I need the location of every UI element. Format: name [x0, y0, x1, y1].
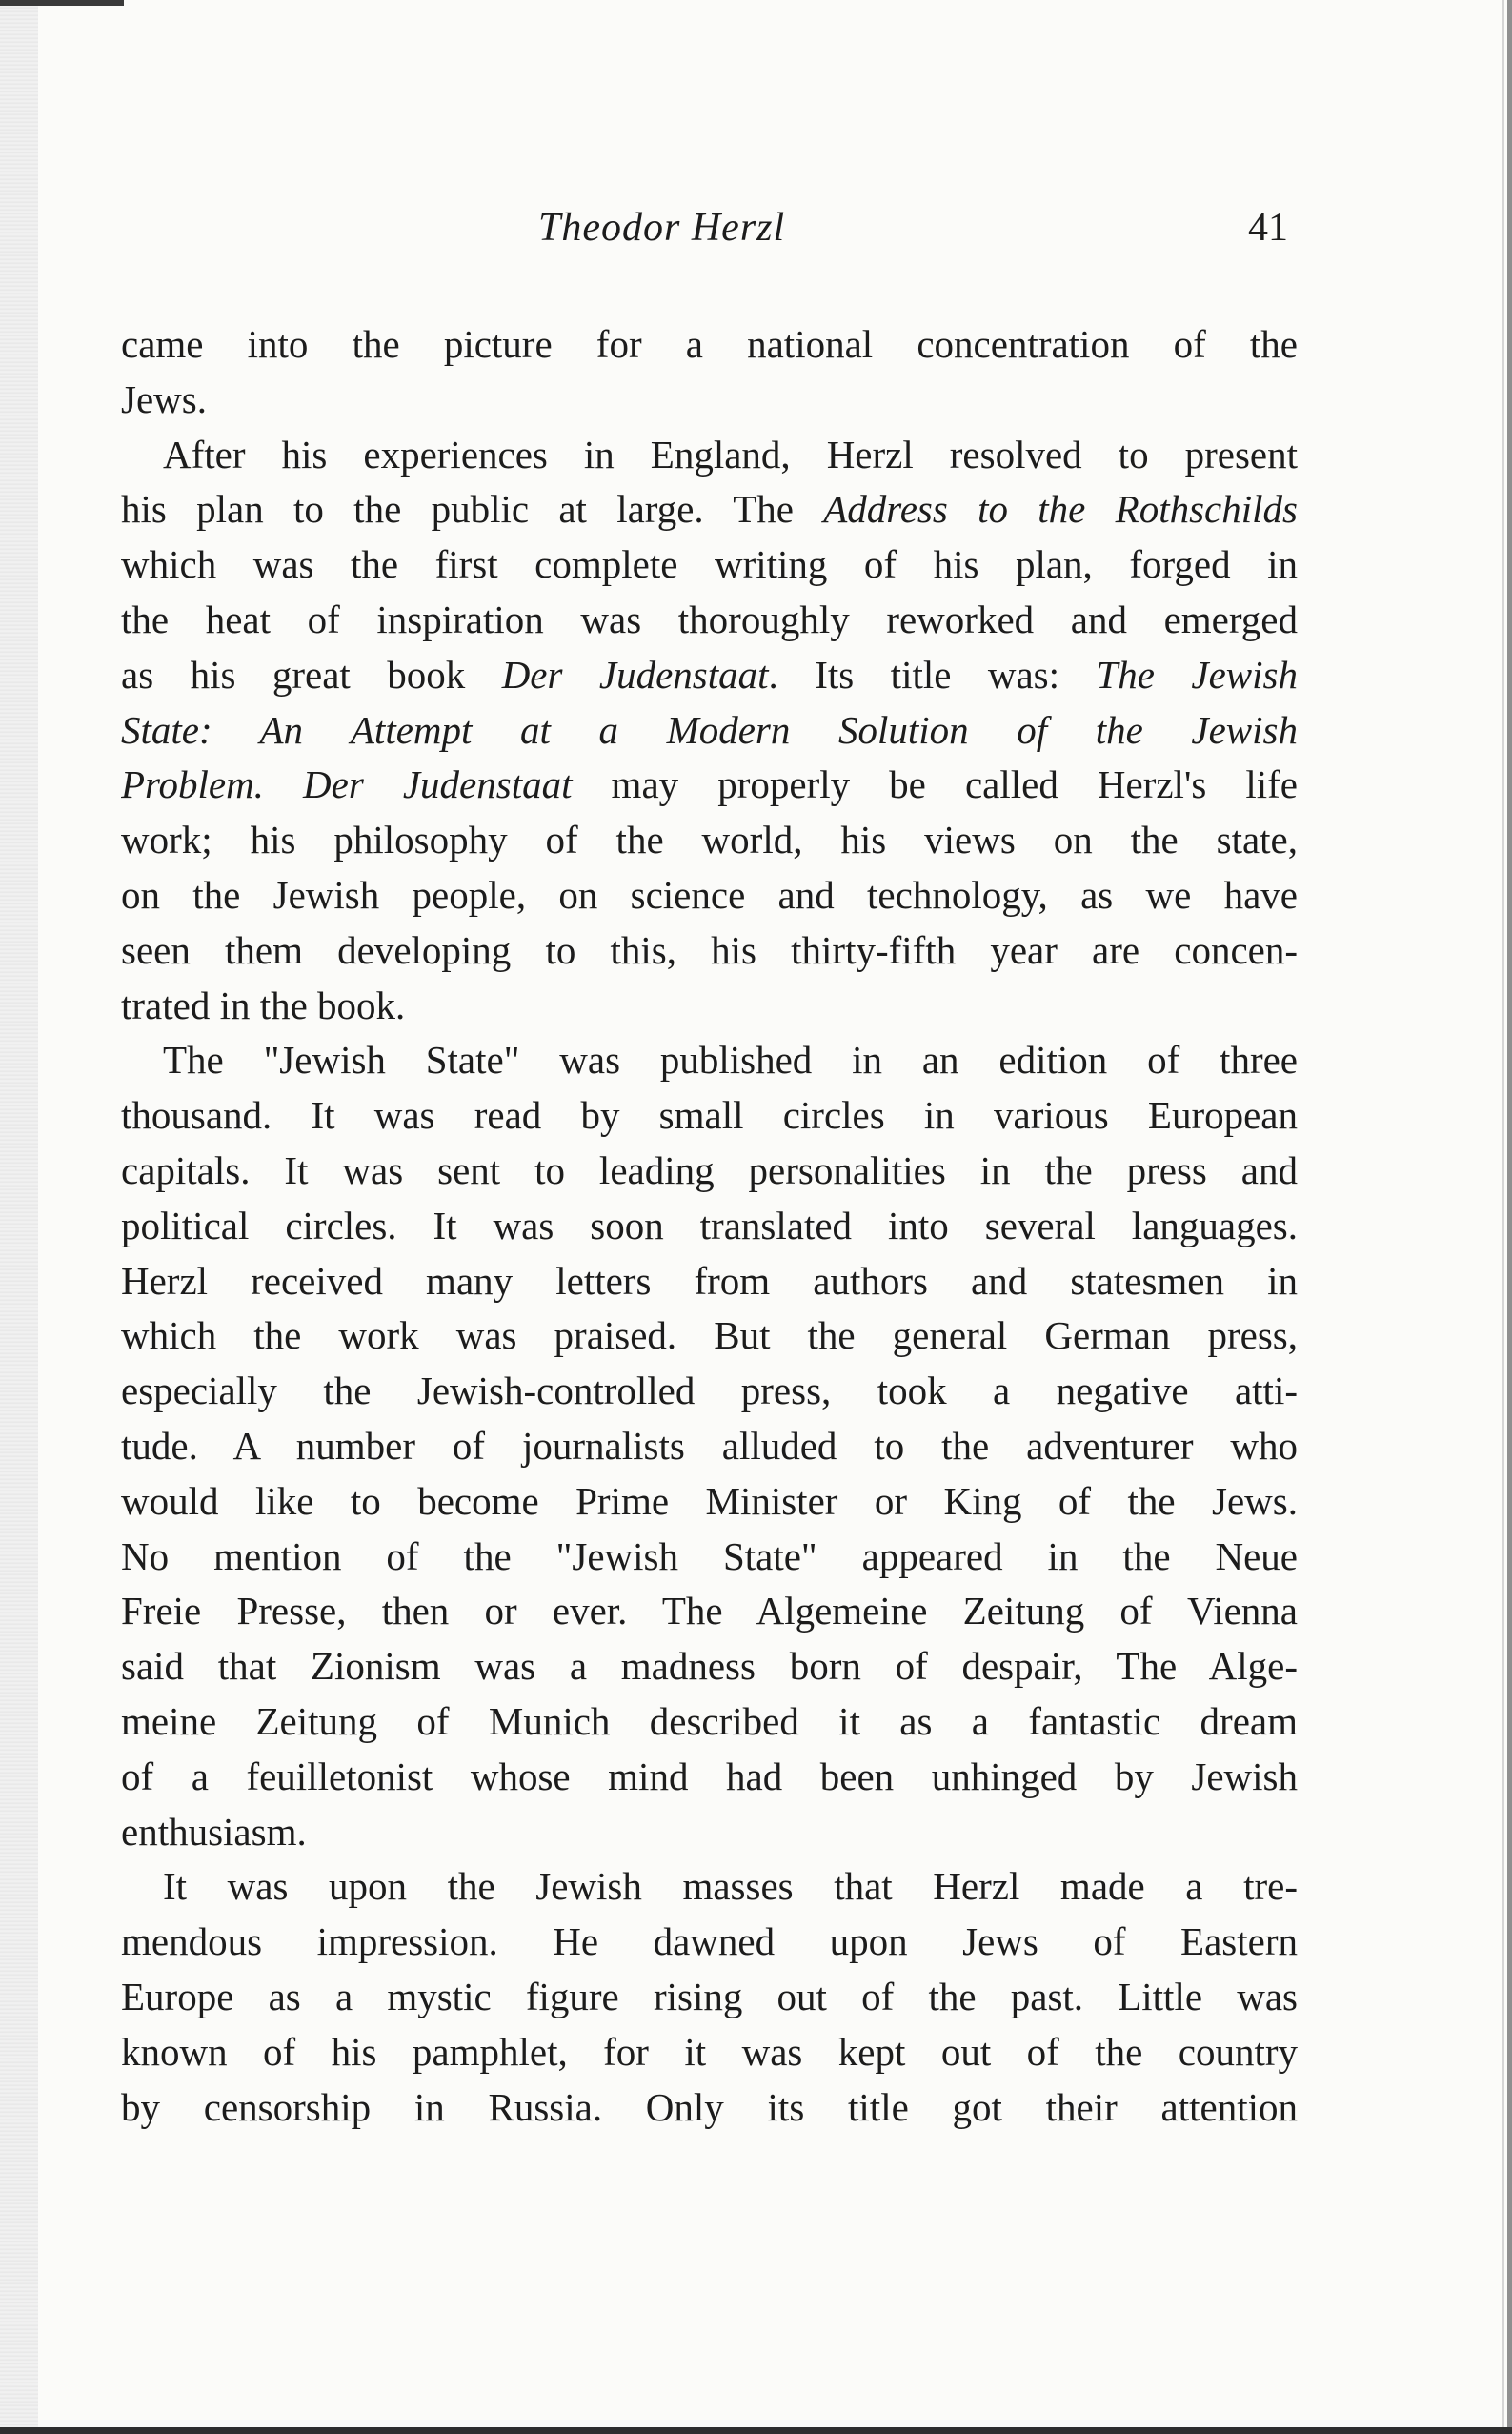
text-line: Problem. Der Judenstaat may properly be called Herzl's life	[121, 762, 1298, 807]
text-line: thousand. It was read by small circles in various European	[121, 1093, 1298, 1138]
text-line: Freie Presse, then or ever. The Algemeine Zeitung of Vienna	[121, 1589, 1298, 1633]
text-line: Europe as a mystic figure rising out of the past. Little was	[121, 1974, 1298, 2018]
text-line: trated in the book.	[121, 983, 406, 1027]
text-line: No mention of the "Jewish State" appeared in the Neue	[121, 1533, 1298, 1578]
scan-right-shadow	[1502, 0, 1504, 2434]
text-line: political circles. It was soon translated into several languages.	[121, 1203, 1298, 1247]
text-line: It was upon the Jewish masses that Herzl made a tre-	[163, 1864, 1298, 1909]
text-line: which was the first complete writing of his plan, forged in	[121, 542, 1298, 587]
text-line: would like to become Prime Minister or King of the Jews.	[121, 1478, 1298, 1523]
text-line: seen them developing to this, his thirty-fifth year are concen-	[121, 927, 1298, 972]
text-line: the heat of inspiration was thoroughly reworked and emerged	[121, 597, 1298, 641]
text-line: which the work was praised. But the general German press,	[121, 1313, 1298, 1358]
text-line: capitals. It was sent to leading personalities in the press and	[121, 1147, 1298, 1192]
text-line: known of his pamphlet, for it was kept out of the country	[121, 2029, 1298, 2074]
scan-bottom-edge	[0, 2427, 1512, 2434]
text-line: Herzl received many letters from authors and statesmen in	[121, 1258, 1298, 1303]
text-line: as his great book Der Judenstaat. Its title was: The Jewish	[121, 652, 1298, 697]
text-line: After his experiences in England, Herzl resolved to present	[163, 432, 1298, 477]
text-line: came into the picture for a national concentration of the	[121, 322, 1298, 366]
text-line: State: An Attempt at a Modern Solution of the Jewish	[121, 707, 1298, 752]
text-line: especially the Jewish-controlled press, took a negative atti-	[121, 1369, 1298, 1413]
scan-left-margin	[0, 0, 38, 2434]
text-line: mendous impression. He dawned upon Jews of Eastern	[121, 1919, 1298, 1964]
text-line: his plan to the public at large. The Address to the Rothschilds	[121, 487, 1298, 532]
text-line: said that Zionism was a madness born of despair, The Alge-	[121, 1644, 1298, 1689]
text-line: Jews.	[121, 376, 207, 421]
scan-corner-mark	[0, 0, 124, 6]
text-line: of a feuilletonist whose mind had been unhinged by Jewish	[121, 1754, 1298, 1798]
running-head: Theodor Herzl	[538, 206, 786, 250]
text-line: work; his philosophy of the world, his views on the state,	[121, 818, 1298, 862]
text-line: meine Zeitung of Munich described it as a fantastic dream	[121, 1698, 1298, 1743]
scan-right-edge	[1507, 0, 1512, 2434]
text-line: on the Jewish people, on science and technology, as we have	[121, 872, 1298, 917]
body-text	[121, 317, 1298, 2135]
text-line: by censorship in Russia. Only its title got their attention	[121, 2084, 1298, 2129]
text-line: tude. A number of journalists alluded to the adventurer who	[121, 1423, 1298, 1468]
text-line: enthusiasm.	[121, 1809, 307, 1854]
text-line: The "Jewish State" was published in an edition of three	[163, 1038, 1298, 1083]
page-number: 41	[1248, 206, 1288, 250]
